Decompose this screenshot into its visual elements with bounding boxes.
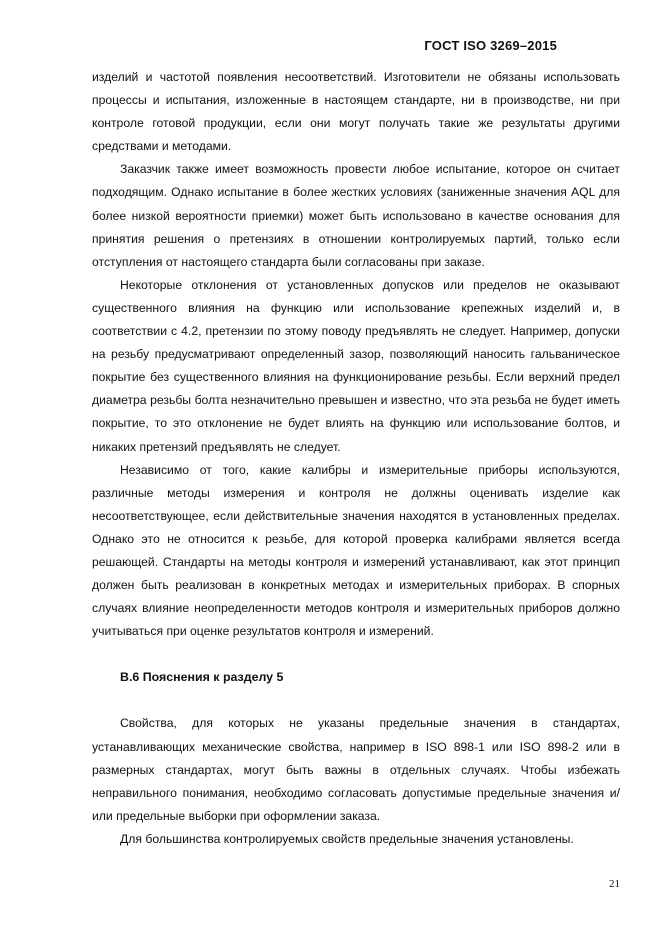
paragraph-continuation: изделий и частотой появления несоответствий. Изготовители не обязаны использовать процессы и испытания, изложенные в настоящем стандарте, ни в производстве, ни при контроле готовой продукции, если они могут получать такие же результаты другими средствами и методами. <box>92 70 620 154</box>
paragraph: Некоторые отклонения от установленных допусков или пределов не оказывают существенного влияния на функцию или использование крепежных изделий и, в соответствии с 4.2, претензии по этому поводу предъявлять не следует. Например, допуски на резьбу предусматривают определенный зазор, позволяющий наносить гальваническое покрытие без существенного влияния на функционирование резьбы. Если верхний предел диаметра резьбы болта незначительно превышен и известно, что эта резьба не будет иметь покрытие, то это отклонение не будет влиять на функцию или использование болтов, и никаких претензий предъявлять не следует. <box>92 277 620 454</box>
paragraph: Независимо от того, какие калибры и измерительные приборы используются, различные методы измерения и контроля не должны оценивать изделие как несоответствующее, если действительные значения находятся в установленных пределах. Однако это не относится к резьбе, для которой проверка калибрами является всегда решающей. Стандарты на методы контроля и измерений устанавливают, как этот принцип должен быть реализован в конкретных методах и измерительных приборах. В спорных случаях влияние неопределенности методов контроля и измерительных приборов должно учитываться при оценке результатов контроля и измерений. <box>92 462 620 639</box>
paragraph: Для большинства контролируемых свойств предельные значения установлены. <box>120 831 574 846</box>
document-body <box>92 66 620 851</box>
paragraph: Свойства, для которых не указаны предельные значения в стандартах, устанавливающих механические свойства, например в ISO 898-1 или ISO 898-2 или в размерных стандартах, могут быть важны в отдельных случаях. Чтобы избежать неправильного понимания, необходимо согласовать допустимые предельные значения и/или предельные выборки при оформлении заказа. <box>92 716 620 823</box>
section-heading: B.6 Пояснения к разделу 5 <box>120 670 284 685</box>
paragraph: Заказчик также имеет возможность провести любое испытание, которое он считает подходящим. Однако испытание в более жестких условиях (заниженные значения AQL для более низкой вероятности приемки) может быть использовано в качестве основания для принятия решения о претензиях в отношении контролируемых партий, только если отступления от настоящего стандарта были согласованы при заказе. <box>92 162 620 269</box>
document-header: ГОСТ ISO 3269–2015 <box>424 38 557 53</box>
page-number: 21 <box>609 878 620 890</box>
